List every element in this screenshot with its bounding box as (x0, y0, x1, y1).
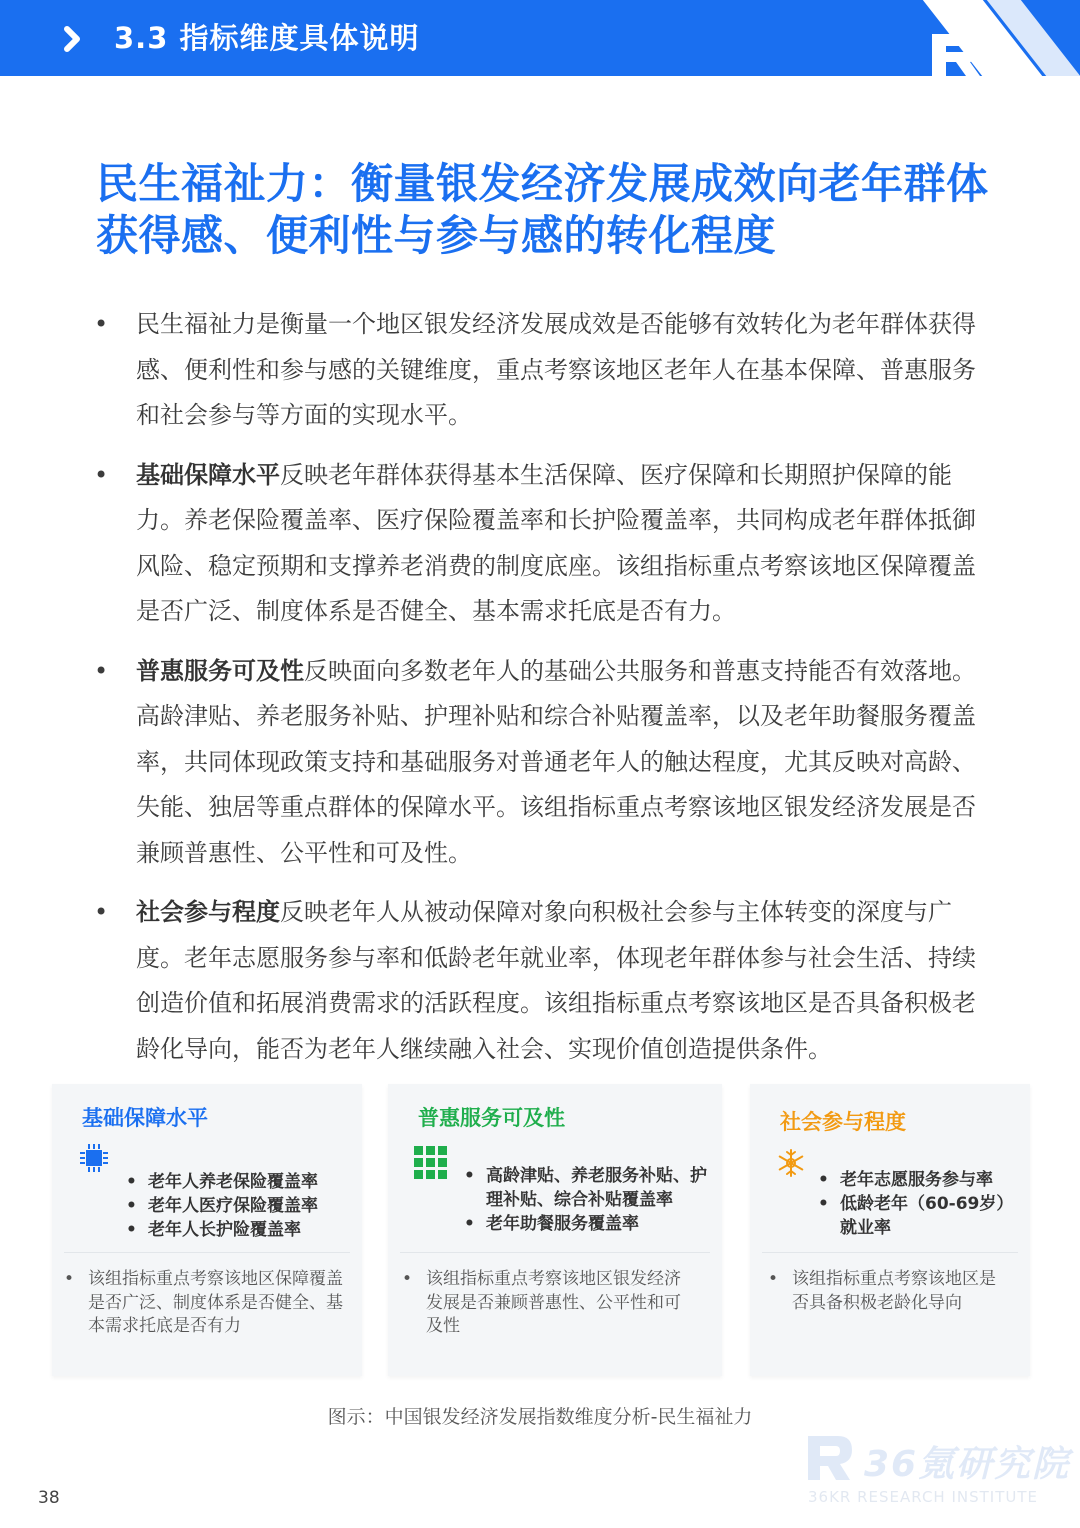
watermark (806, 1432, 1071, 1512)
bullet-dot: • (94, 898, 109, 926)
card-social-participation (750, 1084, 1030, 1376)
page-headline: 民生福祉力：衡量银发经济发展成效向老年群体获得感、便利性与参与感的转化程度 (96, 159, 989, 260)
bullet-social-participation (90, 890, 990, 1072)
bullet-term: 基础保障水平 (136, 460, 280, 489)
watermark-logo-icon (806, 1434, 856, 1482)
card-indicator-list (122, 1170, 352, 1242)
figure-caption: 图示：中国银发经济发展指数维度分析-民生福祉力 (327, 1406, 753, 1428)
bullet-dot: • (94, 310, 109, 338)
watermark-subtitle: 36KR RESEARCH INSTITUTE (808, 1488, 1039, 1506)
indicator-item: • 老年助餐服务覆盖率 (460, 1212, 712, 1236)
card-title: 基础保障水平 (82, 1106, 208, 1130)
chevron-right-icon (62, 24, 88, 54)
snowflake-icon (776, 1148, 806, 1178)
indicator-item: • 老年人养老保险覆盖率 (122, 1170, 352, 1194)
bullet-dot: • (402, 1269, 413, 1289)
card-note-text: 该组指标重点考察该地区是否具备积极老龄化导向 (792, 1269, 996, 1313)
card-note-text: 该组指标重点考察该地区保障覆盖是否广泛、制度体系是否健全、基本需求托底是否有力 (88, 1269, 343, 1336)
card-basic-security (52, 1084, 362, 1376)
card-indicator-list (460, 1164, 712, 1236)
bullet-term: 普惠服务可及性 (136, 656, 304, 685)
indicator-item: • 老年志愿服务参与率 (814, 1168, 1024, 1192)
card-divider (400, 1252, 710, 1253)
indicator-item: • 低龄老年（60-69岁）就业率 (814, 1192, 1024, 1240)
bullet-list (90, 302, 990, 1086)
grid-icon (414, 1146, 448, 1180)
bullet-text: 反映老年群体获得基本生活保障、医疗保障和长期照护保障的能力。养老保险覆盖率、医疗保险覆盖率和长护险覆盖率，共同构成老年群体抵御风险、稳定预期和支撑养老消费的制度底座。该组指标重点考察该地区保障覆盖是否广泛、制度体系是否健全、基本需求托底是否有力。 (136, 460, 976, 625)
bullet-inclusive-services (90, 649, 990, 877)
card-indicator-list (814, 1168, 1024, 1240)
indicator-item: • 高龄津贴、养老服务补贴、护理补贴、综合补贴覆盖率 (460, 1164, 712, 1212)
watermark-name: 36氪研究院 (864, 1444, 1071, 1485)
bullet-basic-security (90, 453, 990, 635)
bullet-text: 民生福祉力是衡量一个地区银发经济发展成效是否能够有效转化为老年群体获得感、便利性和参与感的关键维度，重点考察该地区老年人在基本保障、普惠服务和社会参与等方面的实现水平。 (136, 310, 976, 429)
bullet-dot: • (768, 1269, 779, 1289)
bullet-dot: • (94, 656, 109, 685)
bullet-intro (90, 302, 990, 439)
card-title: 社会参与程度 (780, 1110, 906, 1134)
card-divider (64, 1252, 350, 1253)
section-header-bar (0, 0, 1080, 76)
chip-icon (78, 1142, 110, 1174)
bullet-dot: • (64, 1269, 75, 1289)
bullet-term: 社会参与程度 (136, 898, 280, 926)
card-title: 普惠服务可及性 (418, 1106, 565, 1130)
indicator-item: • 老年人长护险覆盖率 (122, 1218, 352, 1242)
card-divider (762, 1252, 1018, 1253)
bullet-dot: • (94, 460, 109, 489)
card-inclusive-services (388, 1084, 722, 1376)
section-title: 3.3 指标维度具体说明 (114, 21, 420, 55)
card-note-text: 该组指标重点考察该地区银发经济发展是否兼顾普惠性、公平性和可及性 (426, 1269, 681, 1336)
bullet-text: 反映老年人从被动保障对象向积极社会参与主体转变的深度与广度。老年志愿服务参与率和低龄老年就业率，体现老年群体参与社会生活、持续创造价值和拓展消费需求的活跃程度。该组指标重点考察该地区是否具备积极老龄化导向，能否为老年人继续融入社会、实现价值创造提供条件。 (136, 898, 976, 1063)
card-note (62, 1268, 352, 1339)
page-number: 38 (38, 1488, 60, 1508)
brand-logo-icon (928, 22, 988, 76)
card-note (766, 1268, 1012, 1315)
card-note (400, 1268, 696, 1339)
bullet-text: 反映面向多数老年人的基础公共服务和普惠支持能否有效落地。高龄津贴、养老服务补贴、护理补贴和综合补贴覆盖率，以及老年助餐服务覆盖率，共同体现政策支持和基础服务对普通老年人的触达程度，尤其反映对高龄、失能、独居等重点群体的保障水平。该组指标重点考察该地区银发经济发展是否兼顾普惠性、公平性和可及性。 (136, 656, 976, 867)
indicator-item: • 老年人医疗保险覆盖率 (122, 1194, 352, 1218)
